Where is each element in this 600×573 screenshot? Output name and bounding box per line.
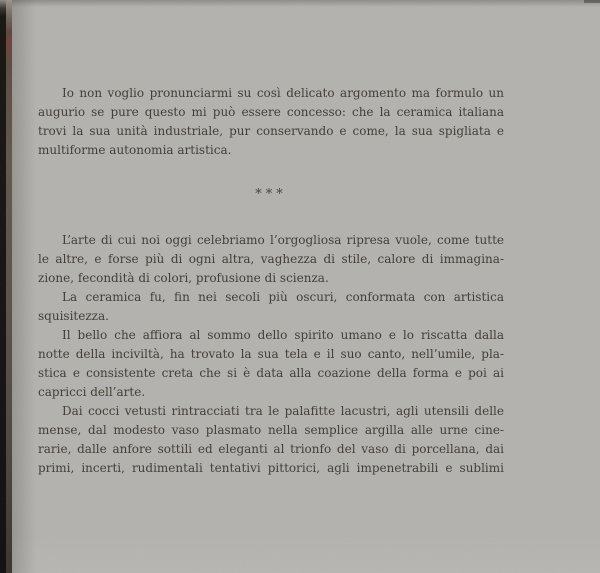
- text-line: La ceramica fu, fin nei secoli più oscuri, conformata con artistica: [62, 290, 504, 304]
- text-line: squisitezza.: [38, 309, 109, 323]
- text-block: [38, 84, 504, 478]
- text-line: stica e consistente creta che si è data alla coazione della forma e poi ai: [38, 366, 504, 380]
- text-line: trovi la sua unità industriale, pur conservando e come, la sua spigliata e: [38, 124, 504, 138]
- paragraph-5: [38, 402, 504, 478]
- text-line: Io non voglio pronunciarmi su così delicato argomento ma formulo un: [62, 86, 504, 100]
- asterism-ornament: ***: [255, 187, 287, 202]
- text-line: Dai cocci vetusti rintracciati tra le palafitte lacustri, agli utensili delle: [62, 404, 504, 418]
- text-line: multiforme autonomia artistica.: [38, 143, 232, 157]
- paragraph-2: [38, 231, 504, 288]
- book-page: [12, 0, 600, 573]
- scan-corner-shadow: [584, 0, 600, 3]
- text-line: Il bello che affiora al sommo dello spirito umano e lo riscatta dalla: [62, 328, 504, 342]
- text-line: mense, dal modesto vaso plasmato nella semplice argilla alle urne cine-: [38, 423, 504, 437]
- text-line: rarie, dalle anfore sottili ed eleganti al trionfo del vaso di porcellana, dai: [38, 442, 504, 456]
- paragraph-1: [38, 84, 504, 160]
- text-line: capricci dell’arte.: [38, 385, 146, 399]
- paragraph-4: [38, 326, 504, 402]
- text-line: notte della inciviltà, ha trovato la sua tela e il suo canto, nell’umile, pla-: [38, 347, 504, 361]
- paragraph-3: [38, 288, 504, 326]
- text-line: L’arte di cui noi oggi celebriamo l’orgogliosa ripresa vuole, come tutte: [62, 233, 504, 247]
- text-line: le altre, e forse più di ogni altra, vaghezza di stile, calore di immagina-: [38, 252, 504, 266]
- text-line: zione, fecondità di colori, profusione di scienza.: [38, 271, 329, 285]
- text-line: primi, incerti, rudimentali tentativi pittorici, agli impenetrabili e sublimi: [38, 461, 504, 475]
- text-line: augurio se pure questo mi può essere concesso: che la ceramica italiana: [38, 105, 504, 119]
